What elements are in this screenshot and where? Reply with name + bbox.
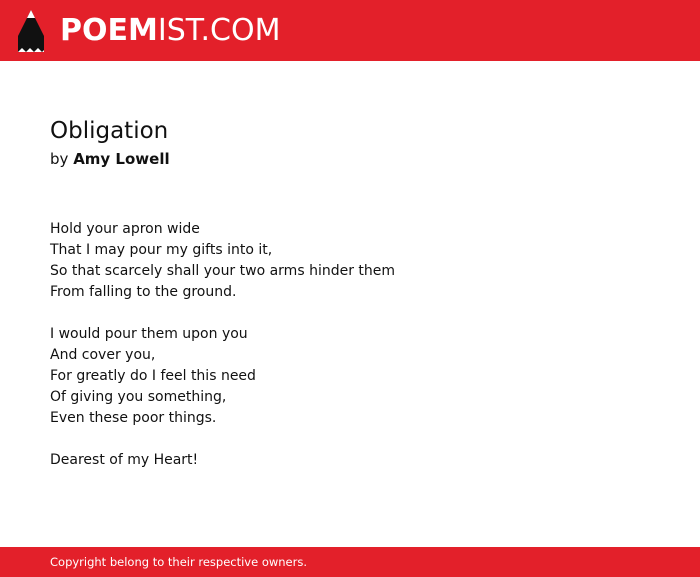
poem-line: So that scarcely shall your two arms hinder them	[50, 263, 396, 279]
poem-stanza	[50, 324, 650, 429]
poem-line: Dearest of my Heart!	[50, 452, 199, 468]
poem-line: I would pour them upon you	[50, 326, 248, 342]
poem-byline	[50, 148, 650, 170]
brand-name-bold: POEM	[60, 13, 158, 48]
pencil-icon	[16, 8, 46, 54]
poem-line: For greatly do I feel this need	[50, 368, 256, 384]
poem-line: And cover you,	[50, 347, 156, 363]
byline-prefix: by	[50, 150, 69, 168]
brand-name-light: IST.COM	[157, 13, 281, 48]
poem-line: From falling to the ground.	[50, 284, 237, 300]
poem-content	[50, 114, 650, 492]
poem-line: Even these poor things.	[50, 410, 217, 426]
poem-stanza	[50, 450, 650, 471]
copyright-notice: Copyright belong to their respective owners.	[50, 555, 308, 569]
author-name[interactable]: Amy Lowell	[73, 150, 170, 168]
poem-line: Hold your apron wide	[50, 221, 200, 237]
site-header	[0, 0, 700, 61]
poem-line: That I may pour my gifts into it,	[50, 242, 273, 258]
brand-name	[60, 8, 280, 54]
site-footer	[0, 547, 700, 577]
poem-stanza	[50, 219, 650, 303]
site-logo-link[interactable]	[16, 8, 280, 54]
poem-title: Obligation	[50, 118, 169, 144]
poem-line: Of giving you something,	[50, 389, 227, 405]
poem-body	[50, 219, 650, 471]
